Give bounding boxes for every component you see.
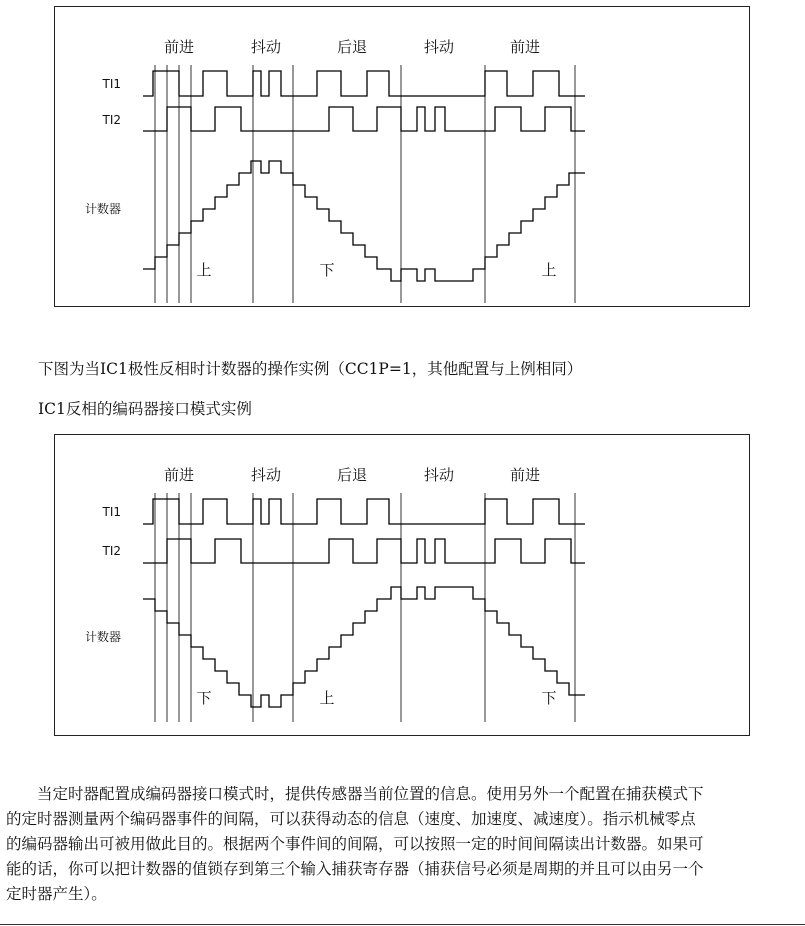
encoder-diagram-top: [54, 6, 750, 307]
phase-label-backward: 后退: [336, 466, 368, 484]
phase-label-jitter: 抖动: [423, 38, 455, 56]
ti2-waveform: [143, 539, 585, 563]
ti1-waveform: [143, 499, 585, 524]
page-bottom-rule: [0, 924, 805, 925]
direction-label-up: 上: [541, 261, 557, 279]
direction-label-down: 下: [541, 689, 557, 707]
counter-label: 计数器: [84, 202, 121, 216]
ti2-label: TI2: [102, 113, 121, 127]
body-paragraph: [6, 782, 798, 907]
phase-label-jitter: 抖动: [250, 38, 282, 56]
ti1-label: TI1: [102, 77, 121, 91]
paragraph-line: 当定时器配置成编码器接口模式时，提供传感器当前位置的信息。使用另外一个配置在捕获模式下: [6, 785, 704, 803]
phase-label-forward: 前进: [163, 466, 195, 484]
direction-label-up: 上: [319, 689, 335, 707]
timing-diagram-bottom: [55, 435, 751, 737]
ti1-label: TI1: [102, 505, 121, 519]
paragraph-line: 能的话，你可以把计数器的值锁存到第三个输入捕获寄存器（捕获信号必须是周期的并且可以由另一个: [6, 860, 704, 878]
direction-label-up: 上: [196, 261, 212, 279]
direction-label-down: 下: [319, 261, 335, 279]
ti2-waveform: [143, 107, 585, 131]
phase-label-backward: 后退: [336, 38, 368, 56]
phase-label-forward: 前进: [509, 38, 541, 56]
paragraph-line: 定时器产生）。: [6, 885, 107, 903]
caption-inverted-encoder-example: IC1反相的编码器接口模式实例: [38, 400, 252, 418]
caption-inverted-polarity: 下图为当IC1极性反相时计数器的操作实例（CC1P=1，其他配置与上例相同）: [38, 360, 583, 378]
encoder-diagram-bottom: [54, 434, 750, 736]
phase-label-forward: 前进: [509, 466, 541, 484]
direction-label-down: 下: [196, 689, 212, 707]
phase-label-forward: 前进: [163, 38, 195, 56]
phase-label-jitter: 抖动: [423, 466, 455, 484]
phase-label-jitter: 抖动: [250, 466, 282, 484]
ti2-label: TI2: [102, 544, 121, 558]
paragraph-line: 的编码器输出可被用做此目的。根据两个事件间的间隔，可以按照一定的时间间隔读出计数器。如果可: [6, 835, 704, 853]
ti1-waveform: [143, 71, 585, 96]
counter-label: 计数器: [84, 630, 121, 644]
timing-diagram-top: [55, 7, 751, 308]
paragraph-line: 的定时器测量两个编码器事件的间隔，可以获得动态的信息（速度、加速度、减速度）。指示机械零点: [6, 810, 696, 828]
